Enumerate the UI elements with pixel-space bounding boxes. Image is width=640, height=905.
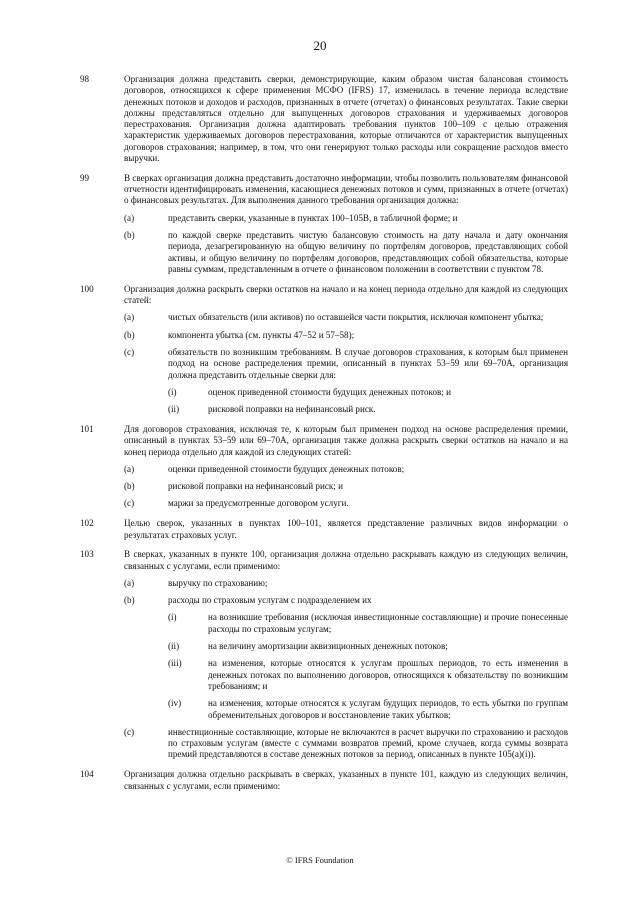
list-item bbox=[124, 230, 568, 275]
item-label: (c) bbox=[124, 346, 135, 357]
list-item bbox=[124, 464, 568, 475]
item-list bbox=[124, 312, 568, 415]
paragraph-number: 104 bbox=[80, 769, 94, 780]
paragraph-text: Для договоров страхования, исключая те, к которым был применен подход на основе распределения премии, описанный в пунктах 53–59 или 69–70A, организация также должна раскрыть сверки остатков на начало и на конец периода отдельно для каждой из следующих статей: bbox=[124, 423, 568, 457]
paragraph-number: 103 bbox=[80, 549, 94, 560]
paragraph-98 bbox=[80, 74, 568, 164]
item-label: (c) bbox=[124, 726, 135, 737]
subitem-text: на изменения, которые относятся к услугам будущих периодов, то есть убытки по группам обременительных договоров и восстановление таких убытков; bbox=[208, 698, 568, 720]
item-label: (a) bbox=[124, 312, 135, 323]
subitem-label: (i) bbox=[168, 386, 177, 397]
subitem-text: рисковой поправки на нефинансовый риск. bbox=[208, 404, 376, 415]
item-label: (b) bbox=[124, 230, 135, 241]
paragraph-number: 98 bbox=[80, 74, 90, 84]
list-item bbox=[124, 595, 568, 721]
paragraph-102 bbox=[80, 518, 568, 541]
item-text: компонента убытка (см. пункты 47–52 и 57–58); bbox=[168, 329, 355, 340]
item-list bbox=[124, 213, 568, 275]
item-label: (c) bbox=[124, 498, 135, 509]
item-label: (b) bbox=[124, 329, 135, 340]
item-list bbox=[124, 464, 568, 510]
paragraph-number: 101 bbox=[80, 423, 94, 434]
list-item bbox=[124, 481, 568, 492]
list-item bbox=[124, 578, 568, 589]
paragraph-100 bbox=[80, 284, 568, 416]
paragraph-text: Целью сверок, указанных в пунктах 100–101, является представление различных видов информации о результатах страховых услуг. bbox=[124, 518, 568, 540]
paragraph-text: В сверках, указанных в пункте 100, организация должна отдельно раскрывать каждую из следующих величин, связанных с услугами, если применимо: bbox=[124, 549, 568, 571]
list-item bbox=[124, 498, 568, 509]
paragraph-101 bbox=[80, 424, 568, 510]
item-text: рисковой поправки на нефинансовый риск; и bbox=[168, 481, 343, 492]
paragraph-number: 102 bbox=[80, 518, 94, 529]
paragraph-103 bbox=[80, 549, 568, 760]
copyright-footer: © IFRS Foundation bbox=[286, 855, 354, 865]
item-label: (a) bbox=[124, 577, 135, 588]
subitem-text: на изменения, которые относятся к услугам прошлых периодов, то есть изменения в денежных потоках по выполнению договоров, относящихся к обязательству по возникшим требованиям; и bbox=[208, 658, 568, 691]
paragraph-99 bbox=[80, 173, 568, 275]
item-list bbox=[124, 578, 568, 761]
item-text: инвестиционные составляющие, которые не включаются в расчет выручки по страхованию и расходов по страховым услугам (вместе с суммами возвратов премий, кроме случаев, когда суммы возврата премий представляются в составе денежных потоков за период, описанных в пункте 105(a)(i)). bbox=[168, 726, 568, 760]
subitem-label: (ii) bbox=[168, 404, 180, 415]
item-label: (b) bbox=[124, 595, 135, 606]
item-text: обязательств по возникшим требованиям. В случае договоров страхования, к которым был применен подход на основе распределения премии, описанный в пунктах 53–59 или 69–70A, организация должна представить отдельные сверки для: bbox=[168, 346, 568, 380]
list-item bbox=[124, 347, 568, 415]
subitem-label: (i) bbox=[168, 612, 177, 623]
item-label: (a) bbox=[124, 463, 135, 474]
subitem-list bbox=[168, 387, 568, 416]
subitem bbox=[168, 698, 568, 721]
item-text: представить сверки, указанные в пунктах 100–105B, в табличной форме; и bbox=[168, 212, 458, 223]
list-item bbox=[124, 727, 568, 761]
subitem bbox=[168, 387, 568, 398]
item-text: расходы по страховым услугам с подразделением их bbox=[168, 595, 372, 606]
subitem bbox=[168, 658, 568, 692]
item-text: оценки приведенной стоимости будущих денежных потоков; bbox=[168, 463, 405, 474]
paragraph-number: 99 bbox=[80, 172, 90, 183]
paragraph-104 bbox=[80, 769, 568, 792]
paragraph-text: Организация должна представить сверки, демонстрирующие, каким образом чистая балансовая стоимость договоров, относящихся к сфере применения МСФО (IFRS) 17, изменилась в течение периода вследствие денежных потоков и доходов и расходов, признанных в отчете (отчетах) о финансовых результатах. Такие сверки должны представляться отдельно для выпущенных договоров страхования и удерживаемых договоров перестрахования. Организация должна адаптировать требования пунктов 100–109 с целью отражения характеристик удерживаемых договоров перестрахования, которые отличаются от характеристик выпущенных договоров страхования; например, в том, что они генерируют только расходы или сокращение расходов вместо выручки. bbox=[124, 74, 568, 164]
subitem bbox=[168, 641, 568, 652]
subitem-text: на возникшие требования (исключая инвестиционные составляющие) и прочие понесенные расходы по страховым услугам; bbox=[208, 612, 568, 634]
item-text: чистых обязательств (или активов) по оставшейся части покрытия, исключая компонент убытка; bbox=[168, 312, 544, 323]
item-label: (b) bbox=[124, 481, 135, 492]
document-body bbox=[80, 74, 568, 800]
subitem-list bbox=[168, 612, 568, 720]
page-number: 20 bbox=[313, 38, 327, 53]
subitem-label: (iv) bbox=[168, 698, 182, 709]
subitem-text: оценок приведенной стоимости будущих денежных потоков; и bbox=[208, 386, 451, 397]
list-item bbox=[124, 213, 568, 224]
paragraph-text: В сверках организация должна представить достаточно информации, чтобы позволить пользователям финансовой отчетности идентифицировать изменения, касающиеся денежных потоков и сумм, признанных в отчете (отчетах) о финансовых результатах. Для выполнения данного требования организация должна: bbox=[124, 172, 568, 206]
list-item bbox=[124, 330, 568, 341]
item-text: выручку по страхованию; bbox=[168, 577, 268, 588]
subitem-text: на величину амортизации аквизиционных денежных потоков; bbox=[208, 641, 448, 652]
paragraph-text: Организация должна раскрыть сверки остатков на начало и на конец периода отдельно для каждой из следующих статей: bbox=[124, 283, 568, 306]
subitem-label: (iii) bbox=[168, 658, 182, 669]
item-text: по каждой сверке представить чистую балансовую стоимость на дату начала и дату окончания периода, дезагрегированную на общую величину по портфелям договоров, представляющих собой активы, и общую величину по портфелям договоров, представляющих собой обязательства, которые равны суммам, представленным в отчете о финансовом положении в соответствии с пунктом 78. bbox=[168, 230, 568, 274]
list-item bbox=[124, 312, 568, 323]
paragraph-number: 100 bbox=[80, 283, 94, 294]
subitem bbox=[168, 612, 568, 635]
paragraph-text: Организация должна отдельно раскрывать в сверках, указанных в пункте 101, каждую из следующих величин, связанных с услугами, если применимо: bbox=[124, 769, 568, 791]
item-label: (a) bbox=[124, 212, 135, 223]
subitem-label: (ii) bbox=[168, 641, 180, 652]
subitem bbox=[168, 404, 568, 415]
item-text: маржи за предусмотренные договором услуги. bbox=[168, 498, 349, 509]
